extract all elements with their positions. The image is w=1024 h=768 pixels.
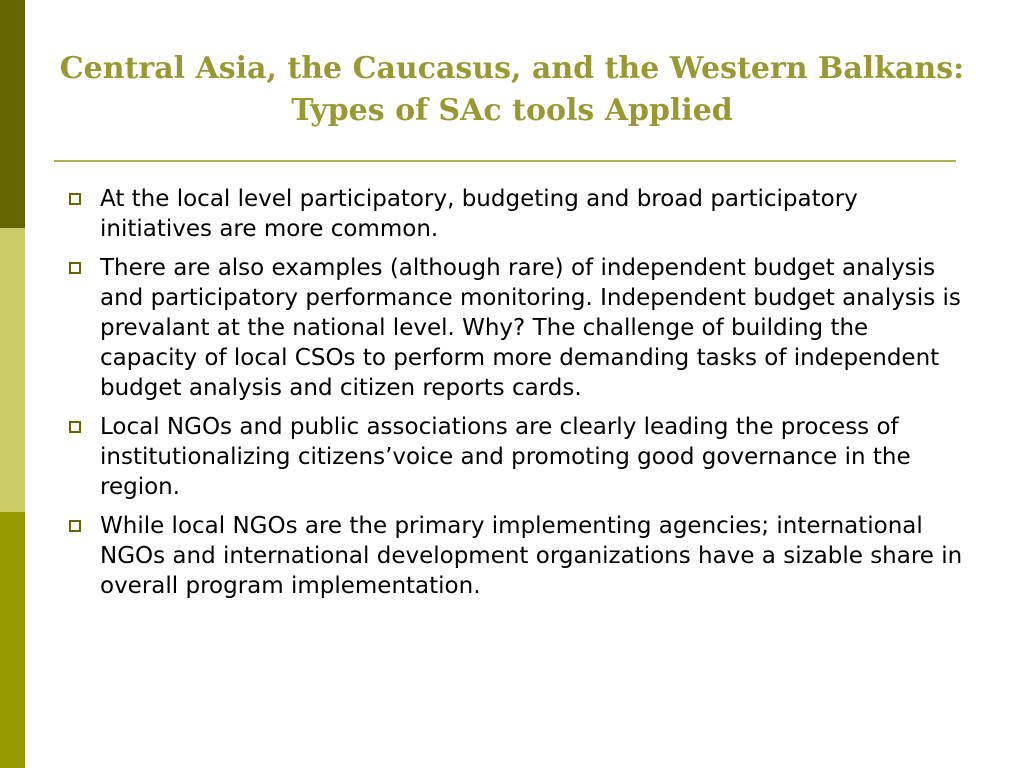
bullet-text: Local NGOs and public associations are clearly leading the process of institutionalizing citizens’voice and promoting good governance in the region. <box>100 414 911 500</box>
side-color-bar <box>0 0 25 768</box>
bullet-text: There are also examples (although rare) of independent budget analysis and participatory performance monitoring. Independent budget analysis is prevalant at the national level. Why? The challenge of building the capacity of local CSOs to perform more demanding tasks of independent budget analysis and citizen reports cards. <box>100 255 961 401</box>
bullet-text: At the local level participatory, budgeting and broad participatory initiatives are more common. <box>100 186 858 242</box>
title-divider <box>54 160 956 162</box>
square-bullet-icon <box>69 520 81 532</box>
bullet-item <box>64 184 964 244</box>
side-bar-dark-segment <box>0 0 25 228</box>
bullet-item <box>64 511 964 601</box>
bullet-item <box>64 253 964 403</box>
square-bullet-icon <box>69 193 81 205</box>
side-bar-olive-segment <box>0 512 25 768</box>
square-bullet-icon <box>69 421 81 433</box>
side-bar-light-segment <box>0 228 25 512</box>
bullet-item <box>64 412 964 502</box>
slide-title-line-2: Types of SAc tools Applied <box>291 93 733 128</box>
bullet-list <box>64 184 964 610</box>
square-bullet-icon <box>69 262 81 274</box>
slide-title <box>40 48 984 132</box>
bullet-text: While local NGOs are the primary implementing agencies; international NGOs and international development organizations have a sizable share in overall program implementation. <box>100 513 963 599</box>
slide-title-line-1: Central Asia, the Caucasus, and the Western Balkans: <box>59 51 965 86</box>
